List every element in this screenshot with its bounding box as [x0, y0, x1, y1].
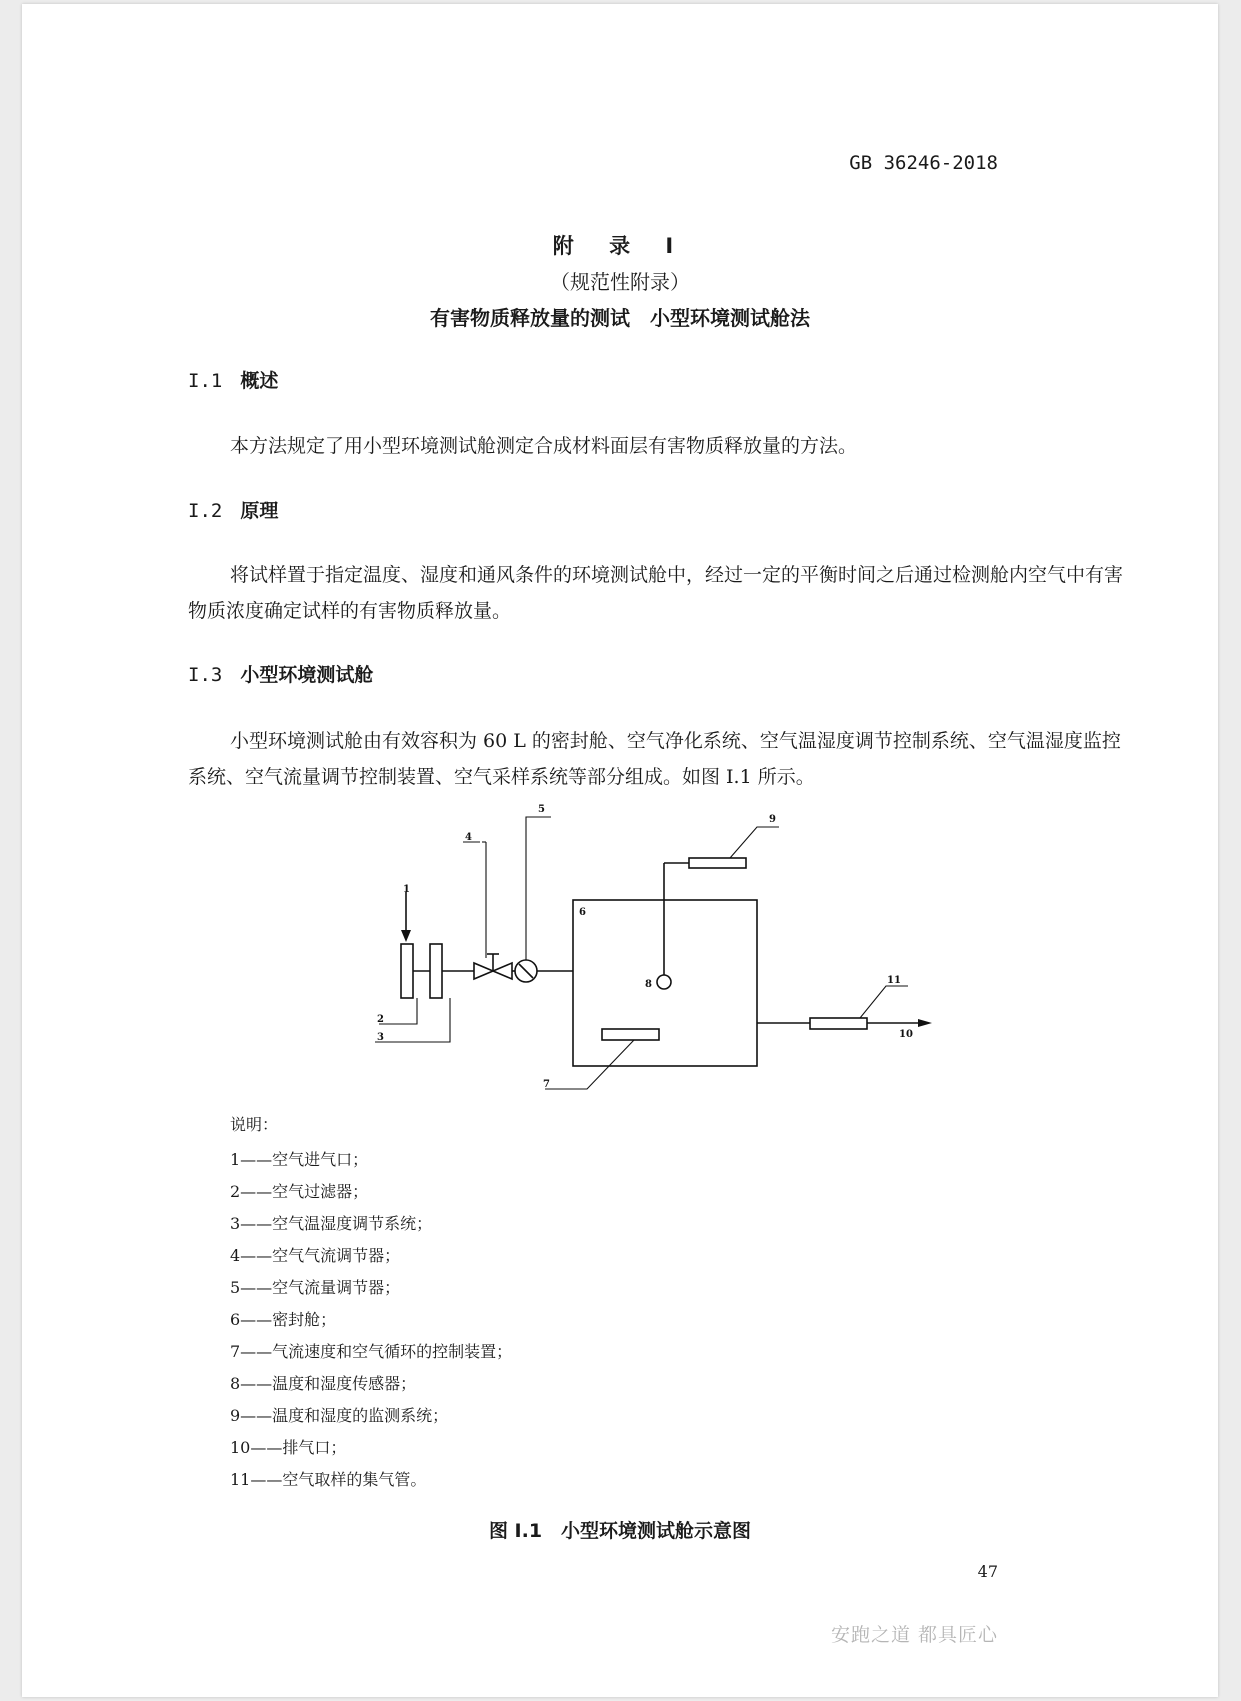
legend-item: 2——空气过滤器； — [230, 1182, 369, 1201]
paragraph-chamber: 小型环境测试舱由有效容积为 60 L 的密封舱、空气净化系统、空气温湿度调节控制系统、空气温湿度监控系统、空气流量调节控制装置、空气采样系统等部分组成。如图 I.1 所示。 — [188, 730, 1121, 788]
legend-item: 8——温度和湿度传感器； — [230, 1374, 417, 1393]
section-title: 概述 — [240, 370, 279, 392]
section-number: I.2 — [188, 500, 223, 522]
legend-item: 4——空气气流调节器； — [230, 1246, 401, 1265]
air-filter — [401, 944, 413, 998]
page-number: 47 — [977, 1562, 998, 1581]
valve-right — [493, 963, 512, 979]
legend-title: 说明： — [230, 1115, 279, 1134]
section-title: 小型环境测试舱 — [240, 664, 374, 686]
legend-item: 1——空气进气口； — [230, 1150, 369, 1169]
callout-11: 11 — [887, 975, 901, 986]
callout-8: 8 — [645, 979, 652, 990]
callout-3: 3 — [377, 1032, 384, 1043]
appendix-subtitle: （规范性附录） — [550, 270, 690, 294]
section-heading-principle — [188, 496, 278, 523]
legend-item: 10——排气口； — [230, 1438, 347, 1457]
paragraph-principle: 将试样置于指定温度、湿度和通风条件的环境测试舱中，经过一定的平衡时间之后通过检测舱内空气中有害物质浓度确定试样的有害物质释放量。 — [188, 564, 1124, 622]
standard-number: GB 36246-2018 — [849, 152, 998, 174]
airflow-control-device — [602, 1029, 659, 1040]
section-number: I.3 — [188, 664, 223, 686]
legend-item: 5——空气流量调节器； — [230, 1278, 401, 1297]
figure-caption: 图 I.1 小型环境测试舱示意图 — [488, 1520, 752, 1542]
legend-item: 9——温度和湿度的监测系统； — [230, 1406, 449, 1425]
callout-5: 5 — [538, 804, 545, 815]
legend-item: 11——空气取样的集气管。 — [230, 1470, 427, 1489]
callout-10: 10 — [899, 1029, 913, 1040]
humidity-conditioner — [430, 944, 442, 998]
callout-2: 2 — [377, 1014, 384, 1025]
section-heading-chamber — [188, 660, 373, 687]
sampling-manifold — [810, 1018, 867, 1029]
section-title: 原理 — [240, 500, 279, 522]
watermark-text: 安跑之道 都具匠心 — [830, 1624, 998, 1646]
callout-7: 7 — [543, 1079, 550, 1090]
monitoring-system — [689, 858, 746, 868]
appendix-title: 附 录 I — [552, 234, 688, 258]
legend-item: 6——密封舱； — [230, 1310, 337, 1329]
chamber-schematic — [352, 800, 952, 1100]
exhaust-arrowhead — [918, 1019, 932, 1027]
temp-humidity-sensor — [657, 975, 671, 989]
chamber-diagram — [352, 800, 952, 1104]
legend-item: 3——空气温湿度调节系统； — [230, 1214, 433, 1233]
callout-4: 4 — [465, 832, 472, 843]
callout-9: 9 — [769, 814, 776, 825]
section-heading-overview — [188, 366, 278, 393]
callout-1: 1 — [403, 884, 410, 895]
section-number: I.1 — [188, 370, 223, 392]
inlet-arrowhead — [401, 930, 411, 942]
paragraph-overview: 本方法规定了用小型环境测试舱测定合成材料面层有害物质释放量的方法。 — [230, 435, 858, 457]
appendix-heading: 有害物质释放量的测试 小型环境测试舱法 — [430, 306, 810, 330]
document-page — [22, 4, 1218, 1697]
valve-left — [474, 963, 493, 979]
legend-list — [230, 1144, 512, 1496]
legend-item: 7——气流速度和空气循环的控制装置； — [230, 1342, 513, 1361]
callout-6: 6 — [579, 907, 586, 918]
